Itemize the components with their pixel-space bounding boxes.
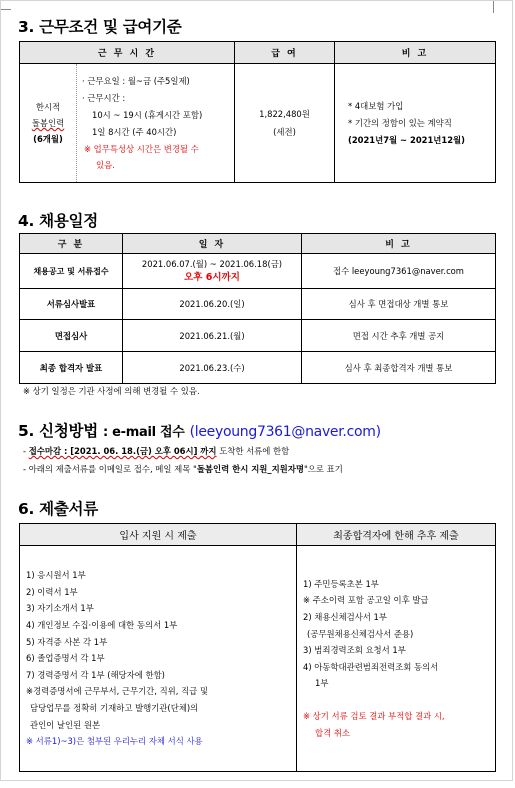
schedule-name: 면접심사 [20, 320, 123, 352]
section-3-title: 3. 근무조건 및 급여기준 [18, 18, 182, 36]
header-category: 구 분 [20, 234, 123, 254]
header-final-documents: 최종합격자에 한해 추후 제출 [297, 524, 496, 546]
employment-type: 한시적 돌봄인력 (6개월) [20, 64, 77, 182]
schedule-date: 2021.06.07.(월) ~ 2021.06.18(금) 오후 6시까지 [123, 254, 302, 289]
header-note: 비 고 [302, 234, 496, 254]
schedule-note: 심사 후 면접대상 개별 통보 [302, 289, 496, 320]
work-hours-details: · 근무요일 : 월~금 (주5일제) · 근무시간 : 10시 ~ 19시 (휴게시간 포함) 1일 8시간 (주 40시간) ※ 업무특성상 시간은 변경될 수 있음. [82, 76, 203, 170]
schedule-name: 채용공고 및 서류접수 [20, 254, 123, 289]
schedule-date: 2021.06.23.(수) [123, 352, 302, 384]
table-row [20, 289, 496, 320]
schedule-footnote: ※ 상기 일정은 기관 사정에 의해 변경될 수 있음. [23, 386, 200, 396]
schedule-note: 심사 후 최종합격자 개별 통보 [302, 352, 496, 384]
work-conditions-table [19, 41, 496, 183]
schedule-name: 최종 합격자 발표 [20, 352, 123, 384]
page-corner-mark [493, 1, 494, 13]
schedule-table [19, 233, 496, 384]
deadline-line: - 접수마감 : [2021. 06. 18.(금) 오후 06시] 까지 도착한 서류에 한함 [23, 446, 290, 456]
header-initial-documents: 입사 지원 시 제출 [20, 524, 297, 546]
submission-line: - 아래의 제출서류를 이메일로 접수, 메일 제목 "돌봄인력 한시 지원_지원자명"으로 표기 [23, 464, 343, 474]
table-row [20, 320, 496, 352]
table-row [20, 254, 496, 289]
section-4-title: 4. 채용일정 [18, 212, 98, 230]
salary-cell: 1,822,480원 (세전) [235, 64, 335, 183]
header-work-hours: 근 무 시 간 [20, 42, 235, 64]
schedule-note: 면접 시간 추후 개별 공지 [302, 320, 496, 352]
schedule-note: 접수 leeyoung7361@naver.com [302, 254, 496, 289]
page-corner-mark [1, 9, 11, 10]
table-row [20, 352, 496, 384]
work-hours-cell [20, 64, 235, 183]
header-remarks: 비 고 [335, 42, 496, 64]
initial-documents-list: 1) 응시원서 1부 2) 이력서 1부 3) 자기소개서 1부 4) 개인정보 수집·이용에 대한 동의서 1부 5) 자격증 사본 각 1부 6) 졸업증명서 각 1부 7) 경력증명서 각 1부 (해당자에 한함) ※경력증명서에 근무부서, 근무기간, 직위, 직급 및 담당업무를 정확히 기재하고 발행기관(단체)의 관인이 날인된 원본 ※ 서류1)~3)은 첨부된 우리누리 자체 서식 사용 [20, 546, 297, 772]
header-date: 일 자 [123, 234, 302, 254]
schedule-date: 2021.06.20.(일) [123, 289, 302, 320]
schedule-name: 서류심사발표 [20, 289, 123, 320]
remarks-cell: * 4대보험 가입 * 기간의 정함이 있는 계약직 (2021년7월 ~ 2021년12월) [335, 64, 496, 183]
schedule-date: 2021.06.21.(월) [123, 320, 302, 352]
header-salary: 급 여 [235, 42, 335, 64]
final-documents-list: 1) 주민등록초본 1부 ※ 주소이력 포함 공고일 이후 발급 2) 채용신체검사서 1부 (공무원채용신체검사서 준용) 3) 범죄경력조회 요청서 1부 4) 아동학대관련범죄전력조회 동의서 1부 ※ 상기 서류 검토 결과 부적합 결과 시, 합격 취소 [297, 546, 496, 772]
contact-email: (leeyoung7361@naver.com) [189, 424, 381, 440]
section-5-title: 5. 신청방법 : e-mail 접수 (leeyoung7361@naver.com) [18, 422, 381, 440]
section-6-title: 6. 제출서류 [18, 500, 98, 518]
documents-table [19, 523, 496, 772]
